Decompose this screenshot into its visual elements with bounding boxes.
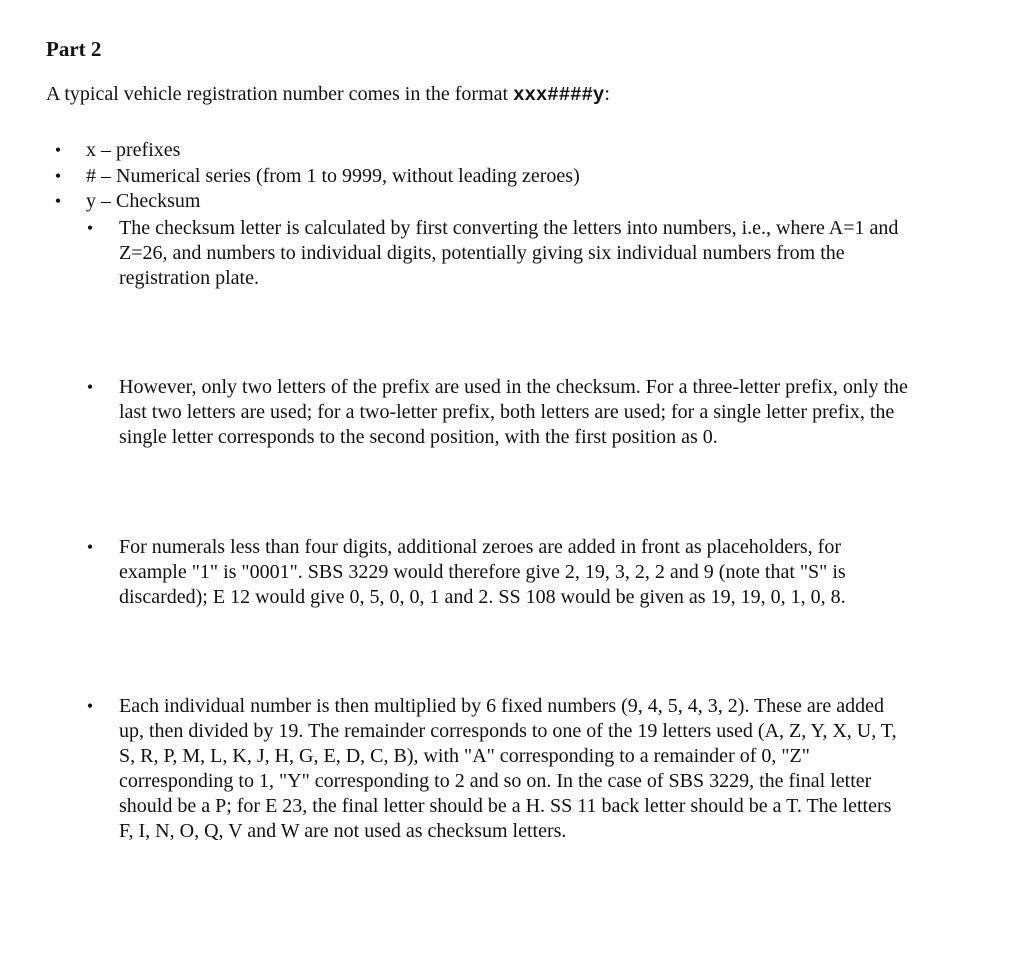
- sub-list-item-text: [119, 535, 979, 610]
- list-item-text: x – prefixes: [86, 139, 181, 161]
- text-line: Each individual number is then multiplied by 6 fixed numbers (9, 4, 5, 4, 3, 2). These are added: [119, 695, 885, 717]
- text-line: registration plate.: [119, 267, 259, 289]
- text-line: single letter corresponds to the second position, with the first position as 0.: [119, 426, 718, 448]
- bullet-icon: •: [54, 166, 62, 186]
- bullet-icon: •: [86, 696, 94, 716]
- bullet-icon: •: [54, 191, 62, 211]
- text-line: corresponding to 1, "Y" corresponding to 2 and so on. In the case of SBS 3229, the final letter: [119, 770, 872, 792]
- sub-list-item-text: [119, 375, 979, 450]
- list-item-text: y – Checksum: [86, 190, 201, 212]
- intro-text: A typical vehicle registration number comes in the format: [46, 83, 514, 105]
- text-line: should be a P; for E 23, the final letter should be a H. SS 11 back letter should be a T. The letters: [119, 795, 892, 817]
- bullet-icon: •: [86, 377, 94, 397]
- text-line: discarded); E 12 would give 0, 5, 0, 0, 1 and 2. SS 108 would be given as 19, 19, 0, 1, 0, 8.: [119, 586, 846, 608]
- bullet-icon: •: [54, 140, 62, 160]
- text-line: Z=26, and numbers to individual digits, potentially giving six individual numbers from the: [119, 242, 845, 264]
- text-line: The checksum letter is calculated by first converting the letters into numbers, i.e., where A=1 and: [119, 217, 899, 239]
- bullet-icon: •: [86, 537, 94, 557]
- text-line: S, R, P, M, L, K, J, H, G, E, D, C, B), with "A" corresponding to a remainder of 0, "Z": [119, 745, 810, 767]
- intro-colon: :: [604, 83, 610, 105]
- text-line: For numerals less than four digits, additional zeroes are added in front as placeholders, for: [119, 536, 842, 558]
- intro-paragraph: [46, 81, 610, 108]
- text-line: example "1" is "0001". SBS 3229 would therefore give 2, 19, 3, 2, 2 and 9 (note that "S" is: [119, 561, 846, 583]
- bullet-icon: •: [86, 218, 94, 238]
- text-line: up, then divided by 19. The remainder corresponds to one of the 19 letters used (A, Z, Y, X, U, T,: [119, 720, 897, 742]
- sub-list-item-text: [119, 694, 979, 844]
- text-line: However, only two letters of the prefix are used in the checksum. For a three-letter prefix, only the: [119, 376, 908, 398]
- list-item-text: # – Numerical series (from 1 to 9999, without leading zeroes): [86, 165, 580, 187]
- section-heading: Part 2: [46, 37, 102, 61]
- format-code: xxx####y: [513, 84, 605, 106]
- text-line: F, I, N, O, Q, V and W are not used as checksum letters.: [119, 820, 567, 842]
- sub-list-item-text: [119, 216, 979, 291]
- text-line: last two letters are used; for a two-letter prefix, both letters are used; for a single letter prefix, the: [119, 401, 895, 423]
